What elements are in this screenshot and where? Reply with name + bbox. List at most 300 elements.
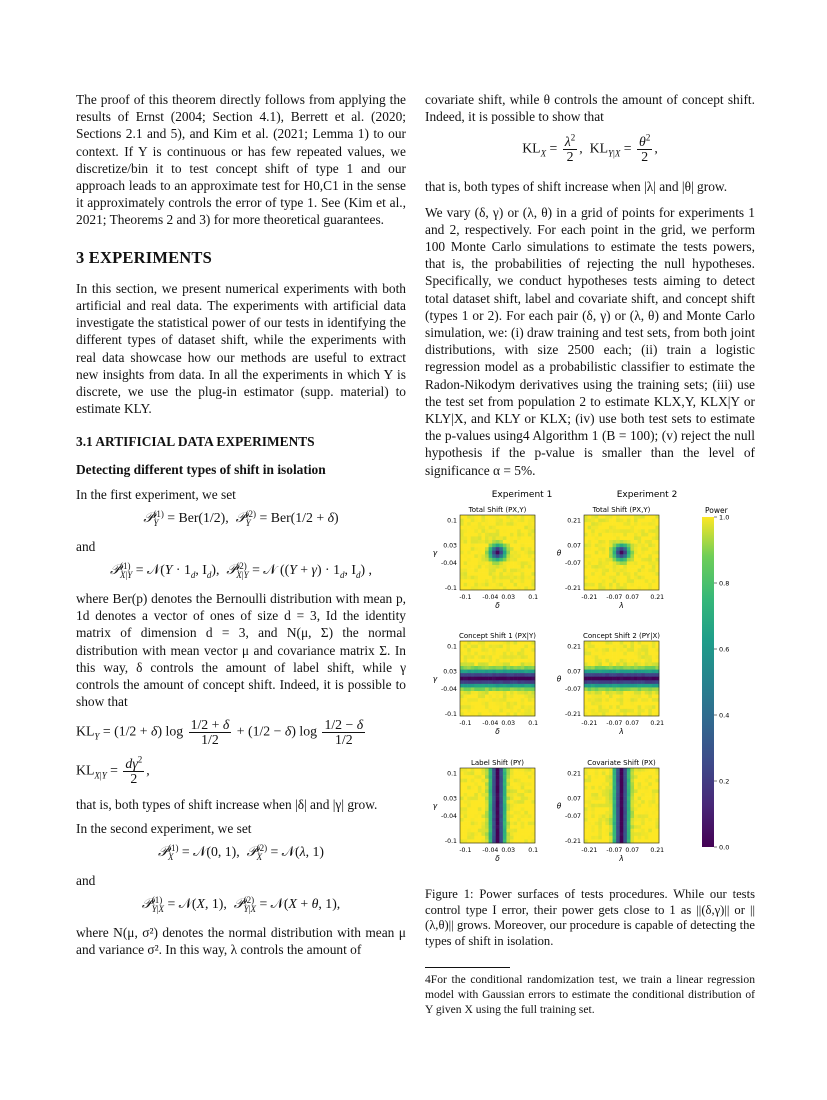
heatmap-cell <box>623 659 627 663</box>
heatmap-cell <box>524 648 528 652</box>
heatmap-cell <box>489 547 493 551</box>
heatmap-cell <box>524 695 528 699</box>
heatmap-cell <box>521 522 525 526</box>
heatmap-cell <box>620 579 624 583</box>
heatmap-cell <box>645 579 649 583</box>
heatmap-cell <box>623 804 627 808</box>
heatmap-cell <box>460 547 464 551</box>
heatmap-cell <box>605 645 609 649</box>
heatmap-cell <box>521 793 525 797</box>
heatmap-cell <box>521 818 525 822</box>
heatmap-cell <box>503 519 507 523</box>
heatmap-cell <box>638 789 642 793</box>
heatmap-cell <box>584 583 588 587</box>
heatmap-cell <box>474 691 478 695</box>
heatmap-cell <box>609 772 613 776</box>
heatmap-cell <box>634 684 638 688</box>
heatmap-cell <box>510 695 514 699</box>
heatmap-cell <box>595 645 599 649</box>
heatmap-cell <box>609 579 613 583</box>
heatmap-cell <box>613 547 617 551</box>
heatmap-cell <box>485 554 489 558</box>
heatmap-cell <box>648 814 652 818</box>
heatmap-cell <box>627 576 631 580</box>
heatmap-cell <box>521 662 525 666</box>
heatmap-cell <box>492 554 496 558</box>
heatmap-cell <box>652 522 656 526</box>
heatmap-cell <box>524 565 528 569</box>
heatmap-cell <box>471 818 475 822</box>
heatmap-cell <box>595 772 599 776</box>
heatmap-cell <box>528 569 532 573</box>
heatmap-cell <box>609 705 613 709</box>
heatmap-cell <box>460 576 464 580</box>
heatmap-cell <box>492 768 496 772</box>
x-tick-label: -0.1 <box>459 720 472 727</box>
heatmap-cell <box>528 547 532 551</box>
heatmap-cell <box>485 832 489 836</box>
heatmap-cell <box>645 705 649 709</box>
heatmap-cell <box>595 670 599 674</box>
heatmap-cell <box>630 565 634 569</box>
heatmap-cell <box>620 680 624 684</box>
heatmap-cell <box>481 818 485 822</box>
heatmap-cell <box>588 569 592 573</box>
heatmap-cell <box>623 526 627 530</box>
heatmap-cell <box>464 832 468 836</box>
heatmap-cell <box>481 565 485 569</box>
heatmap-cell <box>467 569 471 573</box>
heatmap-cell <box>634 533 638 537</box>
heatmap-cell <box>627 536 631 540</box>
heatmap-cell <box>595 818 599 822</box>
heatmap-cell <box>489 515 493 519</box>
heatmap-cell <box>641 641 645 645</box>
heatmap-cell <box>517 825 521 829</box>
heatmap-cell <box>638 832 642 836</box>
heatmap-cell <box>645 807 649 811</box>
heatmap-cell <box>481 687 485 691</box>
heatmap-cell <box>464 544 468 548</box>
heatmap-cell <box>503 554 507 558</box>
heatmap-cell <box>591 641 595 645</box>
heatmap-cell <box>506 782 510 786</box>
heatmap-cell <box>521 680 525 684</box>
heatmap-cell <box>489 684 493 688</box>
heatmap-cell <box>514 652 518 656</box>
heatmap-cell <box>634 814 638 818</box>
heatmap-cell <box>588 547 592 551</box>
heatmap-cell <box>524 698 528 702</box>
heatmap-cell <box>467 709 471 713</box>
heatmap-cell <box>588 772 592 776</box>
heatmap-cell <box>521 655 525 659</box>
heatmap-cell <box>521 709 525 713</box>
heatmap-cell <box>602 670 606 674</box>
heatmap-cell <box>506 536 510 540</box>
heatmap-cell <box>496 782 500 786</box>
y-tick-label: -0.1 <box>444 585 457 593</box>
heatmap-cell <box>528 583 532 587</box>
heatmap-cell <box>602 572 606 576</box>
heatmap-cell <box>471 836 475 840</box>
heatmap-cell <box>514 709 518 713</box>
heatmap-cell <box>478 544 482 548</box>
heatmap-cell <box>467 829 471 833</box>
heatmap-cell <box>616 793 620 797</box>
heatmap-cell <box>588 558 592 562</box>
heatmap-cell <box>648 768 652 772</box>
heatmap-cell <box>605 565 609 569</box>
heatmap-cell <box>474 522 478 526</box>
heatmap-cell <box>616 811 620 815</box>
heatmap-cell <box>588 645 592 649</box>
heatmap-cell <box>591 829 595 833</box>
heatmap-cell <box>492 782 496 786</box>
heatmap-cell <box>602 814 606 818</box>
heatmap-cell <box>605 814 609 818</box>
heatmap-cell <box>605 652 609 656</box>
heatmap-cell <box>471 789 475 793</box>
heatmap-cell <box>460 705 464 709</box>
y-tick-label: 0.03 <box>443 795 457 803</box>
heatmap-cell <box>503 680 507 684</box>
heatmap-cell <box>623 789 627 793</box>
heatmap-cell <box>638 536 642 540</box>
heatmap-cell <box>641 551 645 555</box>
heatmap-cell <box>595 526 599 530</box>
heatmap-cell <box>602 662 606 666</box>
heatmap-cell <box>492 695 496 699</box>
heatmap-cell <box>588 670 592 674</box>
heatmap-cell <box>638 768 642 772</box>
heatmap-cell <box>602 540 606 544</box>
heatmap-cell <box>517 544 521 548</box>
heatmap-cell <box>630 666 634 670</box>
heatmap-cell <box>514 829 518 833</box>
heatmap-cell <box>605 695 609 699</box>
heatmap-cell <box>528 670 532 674</box>
heatmap-cell <box>613 680 617 684</box>
heatmap-cell <box>492 561 496 565</box>
heatmap-cell <box>496 645 500 649</box>
panel-title: Total Shift (PX,Y) <box>468 506 527 514</box>
heatmap-cell <box>627 691 631 695</box>
heatmap-cell <box>510 540 514 544</box>
heatmap-cell <box>471 572 475 576</box>
heatmap-cell <box>605 804 609 808</box>
heatmap-cell <box>609 786 613 790</box>
heatmap-cell <box>521 540 525 544</box>
heatmap-cell <box>630 814 634 818</box>
heatmap-cell <box>598 655 602 659</box>
heatmap-cell <box>467 687 471 691</box>
heatmap-cell <box>481 793 485 797</box>
heatmap-cell <box>602 786 606 790</box>
heatmap-cell <box>467 583 471 587</box>
heatmap-cell <box>630 684 634 688</box>
heatmap-cell <box>584 804 588 808</box>
heatmap-cell <box>627 544 631 548</box>
heatmap-cell <box>524 807 528 811</box>
heatmap-cell <box>620 709 624 713</box>
heatmap-cell <box>485 786 489 790</box>
heatmap-cell <box>528 822 532 826</box>
heatmap-cell <box>588 551 592 555</box>
heatmap-cell <box>616 526 620 530</box>
heatmap-cell <box>630 522 634 526</box>
subsection-title: 3.1 ARTIFICIAL DATA EXPERIMENTS <box>76 434 315 450</box>
heatmap-cell <box>634 709 638 713</box>
heatmap-cell <box>630 648 634 652</box>
heatmap-cell <box>514 655 518 659</box>
heatmap-cell <box>467 691 471 695</box>
heatmap-cell <box>584 698 588 702</box>
heatmap-cell <box>609 789 613 793</box>
heatmap-cell <box>481 772 485 776</box>
heatmap-cell <box>602 648 606 652</box>
heatmap-cell <box>503 687 507 691</box>
heatmap-cell <box>521 569 525 573</box>
heatmap-cell <box>496 540 500 544</box>
heatmap-cell <box>528 829 532 833</box>
heatmap-cell <box>648 540 652 544</box>
heatmap-cell <box>485 579 489 583</box>
heatmap-cell <box>524 687 528 691</box>
heatmap-cell <box>474 779 478 783</box>
heatmap-cell <box>471 576 475 580</box>
heatmap-cell <box>634 583 638 587</box>
heatmap-cell <box>514 579 518 583</box>
heatmap-cell <box>648 529 652 533</box>
heatmap-cell <box>609 814 613 818</box>
heatmap-cell <box>467 648 471 652</box>
heatmap-cell <box>616 645 620 649</box>
footnote: 4For the conditional randomization test, we train a linear regression model with Gaussian errors to estimate the conditional distribution of Y given X using the full training set. <box>425 973 755 1016</box>
heatmap-cell <box>605 529 609 533</box>
heatmap-cell <box>602 709 606 713</box>
heatmap-cell <box>620 793 624 797</box>
heatmap-cell <box>609 576 613 580</box>
heatmap-cell <box>510 526 514 530</box>
heatmap-cell <box>630 561 634 565</box>
y-axis-label: γ <box>432 801 438 811</box>
heatmap-cell <box>616 561 620 565</box>
heatmap-cell <box>588 659 592 663</box>
heatmap-cell <box>524 569 528 573</box>
heatmap-cell <box>464 583 468 587</box>
heatmap-cell <box>584 533 588 537</box>
heatmap-cell <box>634 558 638 562</box>
heatmap-cell <box>634 576 638 580</box>
heatmap-cell <box>598 572 602 576</box>
heatmap-cell <box>584 561 588 565</box>
heatmap-cell <box>645 655 649 659</box>
heatmap-cell <box>652 655 656 659</box>
heatmap-cell <box>510 662 514 666</box>
heatmap-cell <box>510 677 514 681</box>
heatmap-cell <box>598 551 602 555</box>
heatmap-cell <box>460 702 464 706</box>
heatmap-cell <box>638 775 642 779</box>
heatmap-cell <box>605 691 609 695</box>
heatmap-cell <box>496 536 500 540</box>
heatmap-cell <box>641 680 645 684</box>
heatmap-cell <box>641 786 645 790</box>
heatmap-cell <box>623 529 627 533</box>
heatmap-cell <box>492 818 496 822</box>
heatmap-cell <box>481 695 485 699</box>
heatmap-cell <box>474 818 478 822</box>
heatmap-cell <box>471 565 475 569</box>
heatmap-cell <box>524 670 528 674</box>
heatmap-cell <box>648 670 652 674</box>
heatmap-cell <box>595 822 599 826</box>
heatmap-cell <box>510 789 514 793</box>
heatmap-cell <box>464 558 468 562</box>
heatmap-cell <box>648 662 652 666</box>
heatmap-cell <box>524 641 528 645</box>
heatmap-cell <box>474 695 478 699</box>
heatmap-cell <box>474 666 478 670</box>
heatmap-cell <box>503 825 507 829</box>
heatmap-cell <box>609 836 613 840</box>
heatmap-cell <box>471 702 475 706</box>
heatmap-cell <box>503 648 507 652</box>
heatmap-cell <box>460 529 464 533</box>
heatmap-cell <box>474 583 478 587</box>
heatmap-cell <box>634 691 638 695</box>
heatmap-cell <box>521 554 525 558</box>
heatmap-cell <box>652 793 656 797</box>
heatmap-cell <box>595 659 599 663</box>
heatmap-cell <box>496 822 500 826</box>
heatmap-cell <box>510 576 514 580</box>
and-text-1: and <box>76 538 96 554</box>
heatmap-cell <box>474 652 478 656</box>
heatmap-cell <box>503 662 507 666</box>
heatmap-cell <box>464 702 468 706</box>
heatmap-cell <box>634 779 638 783</box>
heatmap-cell <box>588 786 592 790</box>
heatmap-cell <box>510 800 514 804</box>
heatmap-cell <box>464 698 468 702</box>
heatmap-cell <box>609 775 613 779</box>
heatmap-cell <box>471 772 475 776</box>
heatmap-cell <box>489 572 493 576</box>
heatmap-cell <box>514 807 518 811</box>
heatmap-cell <box>588 814 592 818</box>
heatmap-cell <box>499 818 503 822</box>
subsubsection-title: Detecting different types of shift in isolation <box>76 461 326 477</box>
heatmap-cell <box>609 782 613 786</box>
heatmap-cell <box>630 659 634 663</box>
y-tick-label: -0.1 <box>444 711 457 719</box>
heatmap-cell <box>492 652 496 656</box>
heatmap-cell <box>478 687 482 691</box>
heatmap-cell <box>521 702 525 706</box>
heatmap-cell <box>471 705 475 709</box>
heatmap-cell <box>627 659 631 663</box>
heatmap-cell <box>591 684 595 688</box>
heatmap-cell <box>524 709 528 713</box>
heatmap-cell <box>464 561 468 565</box>
heatmap-cell <box>595 515 599 519</box>
heatmap-cell <box>623 822 627 826</box>
heatmap-cell <box>481 811 485 815</box>
heatmap-cell <box>638 800 642 804</box>
heatmap-cell <box>510 818 514 822</box>
heatmap-cell <box>467 522 471 526</box>
y-tick-label: 0.1 <box>447 643 457 651</box>
heatmap-cell <box>474 579 478 583</box>
heatmap-cell <box>464 515 468 519</box>
heatmap-cell <box>605 829 609 833</box>
heatmap-cell <box>514 641 518 645</box>
heatmap-cell <box>499 677 503 681</box>
heatmap-cell <box>514 698 518 702</box>
heatmap-cell <box>652 779 656 783</box>
heatmap-cell <box>528 705 532 709</box>
heatmap-cell <box>584 702 588 706</box>
heatmap-cell <box>489 702 493 706</box>
heatmap-cell <box>595 825 599 829</box>
heatmap-cell <box>506 648 510 652</box>
heatmap-cell <box>598 818 602 822</box>
heatmap-cell <box>609 554 613 558</box>
heatmap-cell <box>605 659 609 663</box>
heatmap-cell <box>489 814 493 818</box>
heatmap-cell <box>609 641 613 645</box>
heatmap-cell <box>613 551 617 555</box>
heatmap-cell <box>588 695 592 699</box>
heatmap-cell <box>616 832 620 836</box>
heatmap-cell <box>524 673 528 677</box>
heatmap-cell <box>605 797 609 801</box>
heatmap-cell <box>641 579 645 583</box>
heatmap-cell <box>496 529 500 533</box>
heatmap-cell <box>524 533 528 537</box>
heatmap-cell <box>499 804 503 808</box>
heatmap-cell <box>489 551 493 555</box>
heatmap-cell <box>503 533 507 537</box>
heatmap-cell <box>584 569 588 573</box>
heatmap-cell <box>499 572 503 576</box>
heatmap-cell <box>460 561 464 565</box>
heatmap-cell <box>510 768 514 772</box>
heatmap-cell <box>613 695 617 699</box>
heatmap-cell <box>478 800 482 804</box>
heatmap-cell <box>630 800 634 804</box>
x-tick-label: 0.1 <box>528 720 539 727</box>
heatmap-cell <box>602 818 606 822</box>
heatmap-cell <box>616 818 620 822</box>
heatmap-cell <box>588 775 592 779</box>
heatmap-cell <box>506 662 510 666</box>
colorbar-tick-label: 1.0 <box>719 513 730 522</box>
heatmap-cell <box>598 540 602 544</box>
heatmap-cell <box>634 768 638 772</box>
heatmap-cell <box>517 659 521 663</box>
heatmap-cell <box>652 515 656 519</box>
heatmap-cell <box>605 655 609 659</box>
heatmap-cell <box>591 645 595 649</box>
heatmap-cell <box>506 583 510 587</box>
heatmap-cell <box>638 677 642 681</box>
heatmap-cell <box>613 684 617 688</box>
heatmap-cell <box>517 768 521 772</box>
heatmap-cell <box>496 702 500 706</box>
